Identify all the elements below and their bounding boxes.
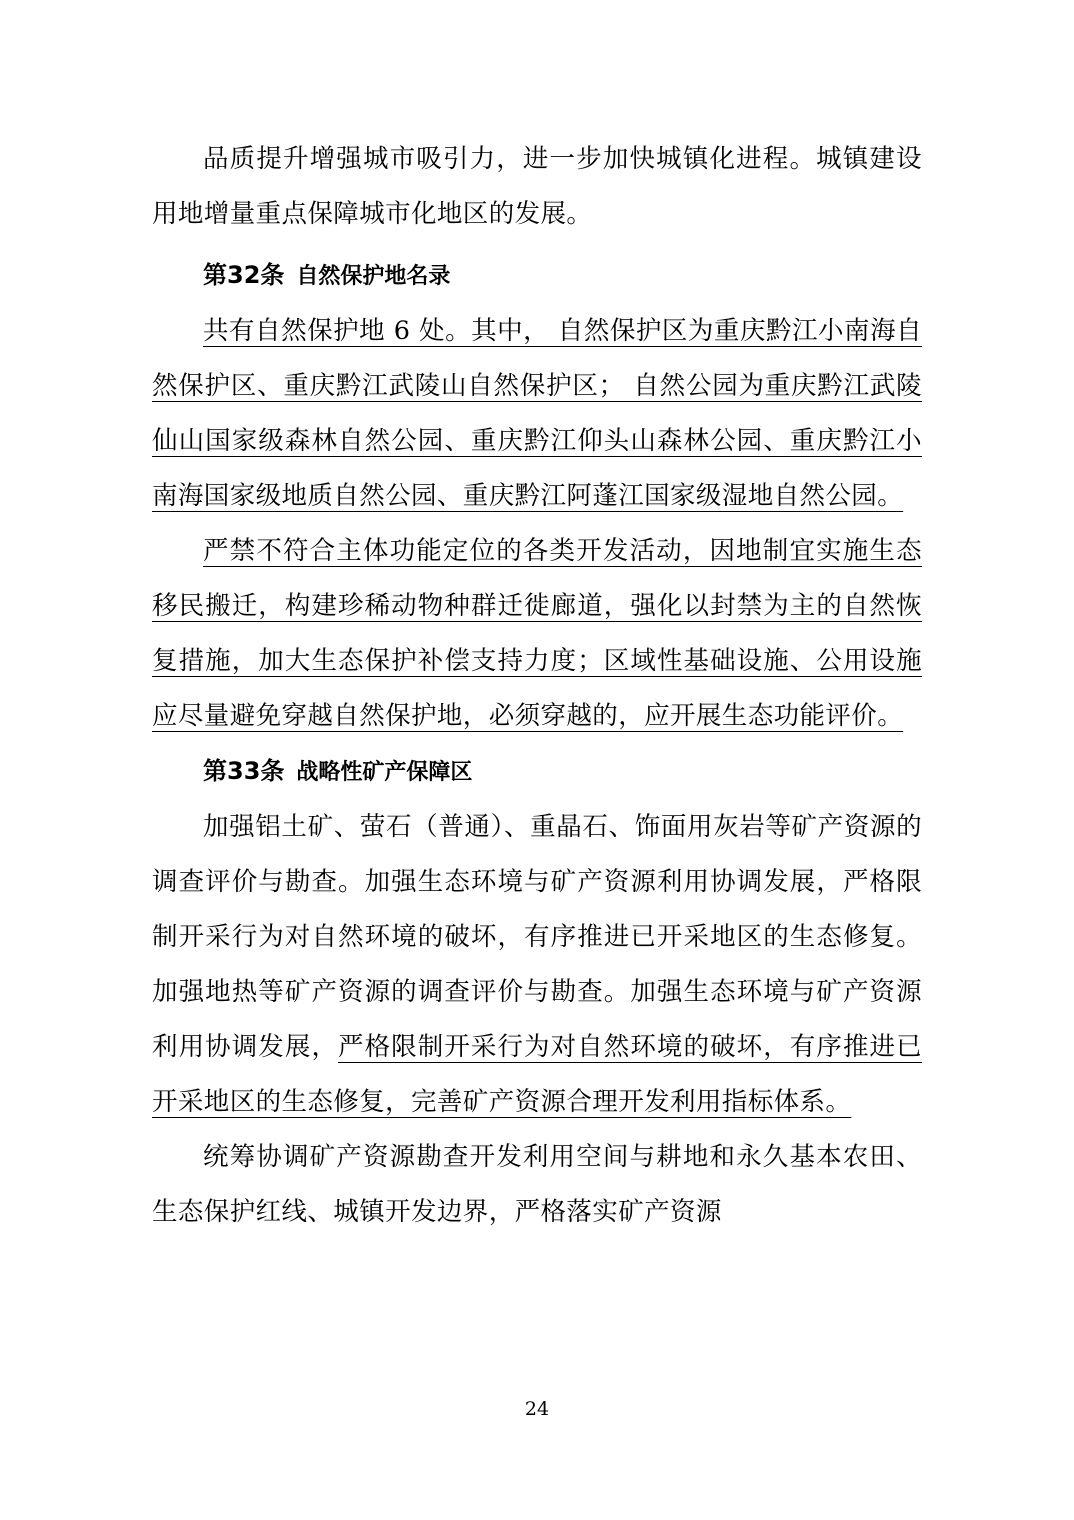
paragraph-intro: 品质提升增强城市吸引力，进一步加快城镇化进程。城镇建设用地增量重点保障城市化地区的发展。 [152,144,922,229]
paragraph-mineral-underlined: 严格限制开采行为对自然环境的破坏，有序推进已开采地区的生态修复，完善矿产资源合理开发利用指标体系。 [152,1032,922,1117]
paragraph-protected-area-list: 共有自然保护地 6 处。其中， 自然保护区为重庆黔江小南海自然保护区、重庆黔江武陵山自然保护区； 自然公园为重庆黔江武陵仙山国家级森林自然公园、重庆黔江仰头山森林公园、重庆黔江小南海国家级地质自然公园、重庆黔江阿蓬江国家级湿地自然公园。 [152,316,922,511]
heading-title: 战略性矿产保障区 [296,760,473,785]
paragraph-coordination: 统筹协调矿产资源勘查开发利用空间与耕地和永久基本农田、生态保护红线、城镇开发边界，严格落实矿产资源 [152,1142,922,1227]
heading-number: 第33条 [203,757,285,785]
paragraph-protection-measures: 严禁不符合主体功能定位的各类开发活动，因地制宜实施生态移民搬迁，构建珍稀动物种群迁徙廊道，强化以封禁为主的自然恢复措施，加大生态保护补偿支持力度；区域性基础设施、公用设施应尽量避免穿越自然保护地，必须穿越的，应开展生态功能评价。 [152,536,922,731]
paragraph-mineral-plain: 加强铝土矿、萤石（普通）、重晶石、饰面用灰岩等矿产资源的调查评价与勘查。加强生态环境与矿产资源利用协调发展，严格限制开采行为对自然环境的破坏，有序推进已开采地区的生态修复。加强地热等矿产资源的调查评价与勘查。加强生态环境与矿产资源利用协调发展， [152,812,922,1062]
heading-article-33 [152,744,922,800]
heading-title: 自然保护地名录 [296,264,451,289]
heading-number: 第32条 [203,261,285,289]
paragraph-mineral-resources [152,800,922,1130]
heading-article-32 [152,248,922,304]
page-number: 24 [524,1398,550,1420]
page-content [152,132,922,1240]
